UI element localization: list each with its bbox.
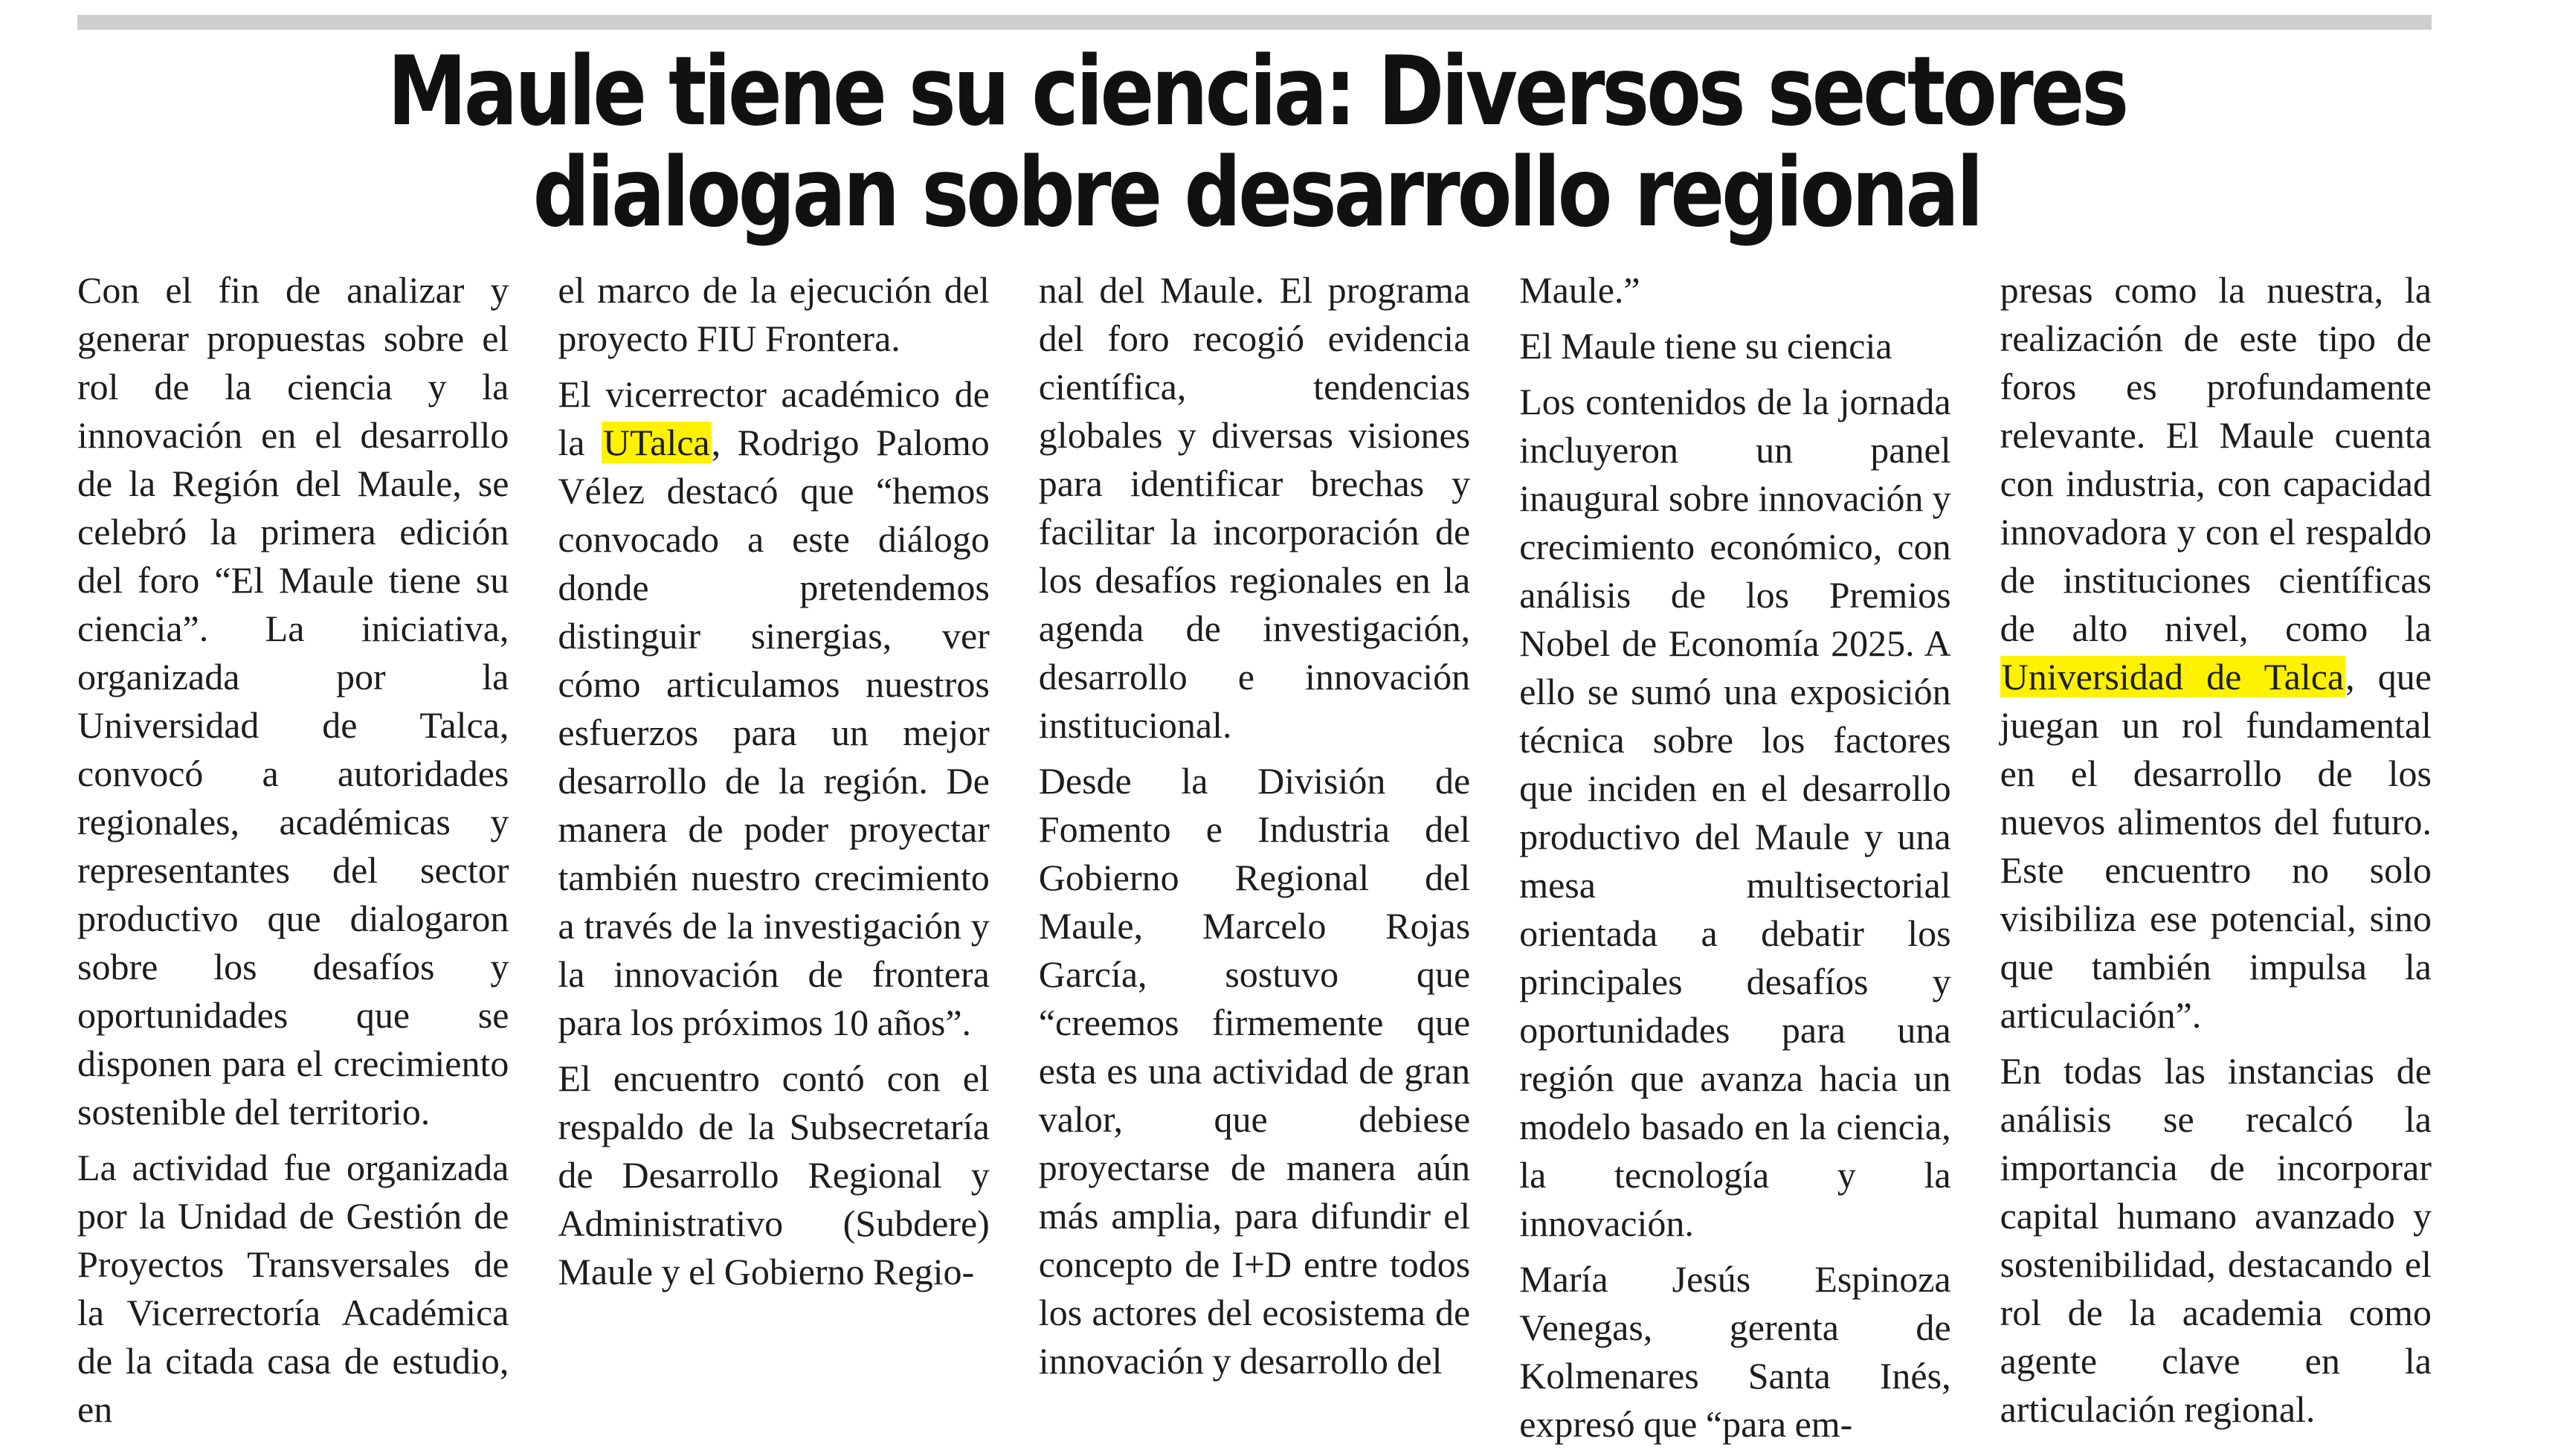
paragraph: El encuentro contó con el respaldo de la Subsecretaría de Desarrollo Regional y Administrativo (Subdere) Maule y el Gobierno Regio- xyxy=(558,1057,990,1292)
column-2 xyxy=(558,266,989,1456)
column-5 xyxy=(2000,266,2432,1456)
paragraph: María Jesús Espinoza Venegas, gerenta de Kolmenares Santa Inés, expresó que “para em- xyxy=(1519,1258,1951,1445)
headline: Maule tiene su ciencia: Diversos sectores dialogan sobre desarrollo regional xyxy=(387,36,2127,248)
paragraph: nal del Maule. El programa del foro recogió evidencia científica, tendencias globales y diversas visiones para identificar brechas y facilitar la incorporación de los desafíos regionales en la agenda de investigación, desarrollo e innovación institucional. xyxy=(1038,269,1471,746)
highlighted-text: Universidad de Talca xyxy=(2001,656,2345,698)
highlighted-text: UTalca xyxy=(602,422,710,463)
paragraph: el marco de la ejecución del proyecto FIU Frontera. xyxy=(558,269,990,359)
subheading: El Maule tiene su ciencia xyxy=(1519,325,1892,367)
paragraph: Maule.” xyxy=(1519,269,1640,311)
paragraph: La actividad fue organizada por la Unidad de Gestión de Proyectos Transversales de la Vicerrectoría Académica de la citada casa de estudio, en xyxy=(77,1147,509,1430)
text-run: , que juegan un rol fundamental en el desarrollo de los nuevos alimentos del futuro. Este encuentro no solo visibiliza ese potencial, sino que también impulsa la articulación”. xyxy=(2000,656,2432,1036)
paragraph: Con el fin de analizar y generar propuestas sobre el rol de la ciencia y la innovación en el desarrollo de la Región del Maule, se celebró la primera edición del foro “El Maule tiene su ciencia”. La iniciativa, organizada por la Universidad de Talca, convocó a autoridades regionales, académicas y representantes del sector productivo que dialogaron sobre los desafíos y oportunidades que se disponen para el crecimiento sostenible del territorio. xyxy=(77,269,509,1133)
paragraph: Desde la División de Fomento e Industria del Gobierno Regional del Maule, Marcelo Rojas García, sostuvo que “creemos firmemente que esta es una actividad de gran valor, que debiese proyectarse de manera aún más amplia, para difundir el concepto de I+D entre todos los actores del ecosistema de innovación y desarrollo del xyxy=(1038,760,1471,1382)
paragraph xyxy=(558,370,989,1047)
column-3 xyxy=(1039,266,1470,1456)
paragraph: Los contenidos de la jornada incluyeron un panel inaugural sobre innovación y crecimiento económico, con análisis de los Premios Nobel de Economía 2025. A ello se sumó una exposición técnica sobre los factores que inciden en el desarrollo productivo del Maule y una mesa multisectorial orientada a debatir los principales desafíos y oportunidades para una región que avanza hacia un modelo basado en la ciencia, la tecnología y la innovación. xyxy=(1519,381,1951,1244)
paragraph xyxy=(2000,266,2432,1040)
text-run: presas como la nuestra, la realización de este tipo de foros es profundamente relevante. El Maule cuenta con industria, con capacidad innovadora y con el respaldo de instituciones científicas de alto nivel, como la xyxy=(2000,269,2432,649)
text-run: , Rodrigo Palomo Vélez destacó que “hemos convocado a este diálogo donde pretendemos distinguir sinergias, ver cómo articulamos nuestros esfuerzos para un mejor desarrollo de la región. De manera de poder proyectar también nuestro crecimiento a través de la investigación y la innovación de frontera para los próximos 10 años”. xyxy=(558,422,990,1043)
text-run: El vicerrector académico de la xyxy=(558,373,990,463)
article-body xyxy=(77,266,2432,1445)
paragraph: En todas las instancias de análisis se recalcó la importancia de incorporar capital humano avanzado y sostenibilidad, destacando el rol de la academia como agente clave en la articulación regional. xyxy=(2000,1050,2432,1430)
column-4 xyxy=(1519,266,1950,1456)
column-1 xyxy=(77,266,509,1456)
top-rule xyxy=(77,15,2432,30)
